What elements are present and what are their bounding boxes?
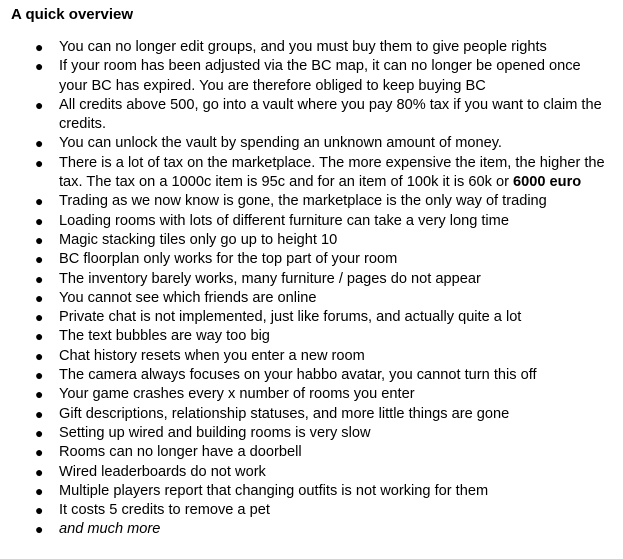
list-item-text: Gift descriptions, relationship statuses, and more little things are gone [59,405,510,422]
list-item-text: Private chat is not implemented, just like forums, and actually quite a lot [59,309,522,326]
list-item-text: Loading rooms with lots of different furniture can take a very long time [59,212,509,229]
bullet-icon: ● [35,309,44,326]
list-item-text: Wired leaderboards do not work [59,463,266,480]
list-item [11,366,623,385]
list-item-text: The camera always focuses on your habbo avatar, you cannot turn this off [59,367,537,384]
list-item [11,347,623,366]
list-item [11,154,623,193]
list-item [11,405,623,424]
bullet-icon: ● [35,96,44,113]
list-item-text: Trading as we now know is gone, the marketplace is the only way of trading [59,193,547,210]
list-item-text: All credits above 500, go into a vault where you pay 80% tax if you want to claim the credits. [59,96,602,133]
list-item-text: Your game crashes every x number of rooms you enter [59,386,415,403]
list-item-text: Rooms can no longer have a doorbell [59,444,302,461]
list-item-text: Setting up wired and building rooms is very slow [59,424,371,441]
list-item [11,443,623,462]
bullet-icon: ● [35,270,44,287]
list-item [11,231,623,250]
bullet-icon: ● [35,58,44,75]
list-item-text: You cannot see which friends are online [59,289,317,306]
bullet-icon: ● [35,212,44,229]
list-item-text: It costs 5 credits to remove a pet [59,502,270,519]
overview-bullet-list [11,38,623,540]
list-item-text: The text bubbles are way too big [59,328,270,345]
bullet-icon: ● [35,39,44,55]
list-item-text: The inventory barely works, many furniture / pages do not appear [59,270,481,287]
bullet-icon: ● [35,251,44,268]
list-item [11,192,623,211]
bullet-icon: ● [35,386,44,403]
list-item-text: Magic stacking tiles only go up to height 10 [59,231,338,248]
bullet-icon: ● [35,154,44,171]
list-item-text: Multiple players report that changing outfits is not working for them [59,482,489,499]
list-item-text: There is a lot of tax on the marketplace. The more expensive the item, the higher the tax. The tax on a 1000c item is 95c and for an item of 100k it is 60k or [59,154,605,191]
list-item [11,463,623,482]
bullet-icon: ● [35,482,44,499]
list-item [11,308,623,327]
list-item [11,57,623,96]
list-item-text: and much more [59,521,161,538]
bullet-icon: ● [35,289,44,306]
list-item [11,270,623,289]
list-item [11,327,623,346]
list-item [11,38,623,57]
list-item [11,289,623,308]
list-item [11,424,623,443]
list-item-text: Chat history resets when you enter a new room [59,347,365,364]
bullet-icon: ● [35,444,44,461]
list-item-text: BC floorplan only works for the top part of your room [59,251,398,268]
bullet-icon: ● [35,347,44,364]
list-item [11,134,623,153]
section-heading: A quick overview [11,6,133,23]
bullet-icon: ● [35,405,44,422]
list-item-text: You can no longer edit groups, and you must buy them to give people rights [59,39,547,55]
list-item-text: If your room has been adjusted via the BC map, it can no longer be opened once your BC has expired. You are therefore obliged to keep buying BC [59,58,581,94]
list-item [11,520,623,539]
list-item [11,501,623,520]
list-item [11,482,623,501]
bullet-icon: ● [35,424,44,441]
list-item [11,212,623,231]
list-item-emphasis: 6000 euro [513,174,582,191]
list-item [11,385,623,404]
bullet-icon: ● [35,521,44,538]
bullet-icon: ● [35,463,44,480]
list-item-text: You can unlock the vault by spending an unknown amount of money. [59,135,502,152]
bullet-icon: ● [35,502,44,519]
list-item [11,250,623,269]
list-item [11,96,623,135]
bullet-icon: ● [35,193,44,210]
bullet-icon: ● [35,135,44,152]
bullet-icon: ● [35,367,44,384]
bullet-icon: ● [35,328,44,345]
bullet-icon: ● [35,231,44,248]
